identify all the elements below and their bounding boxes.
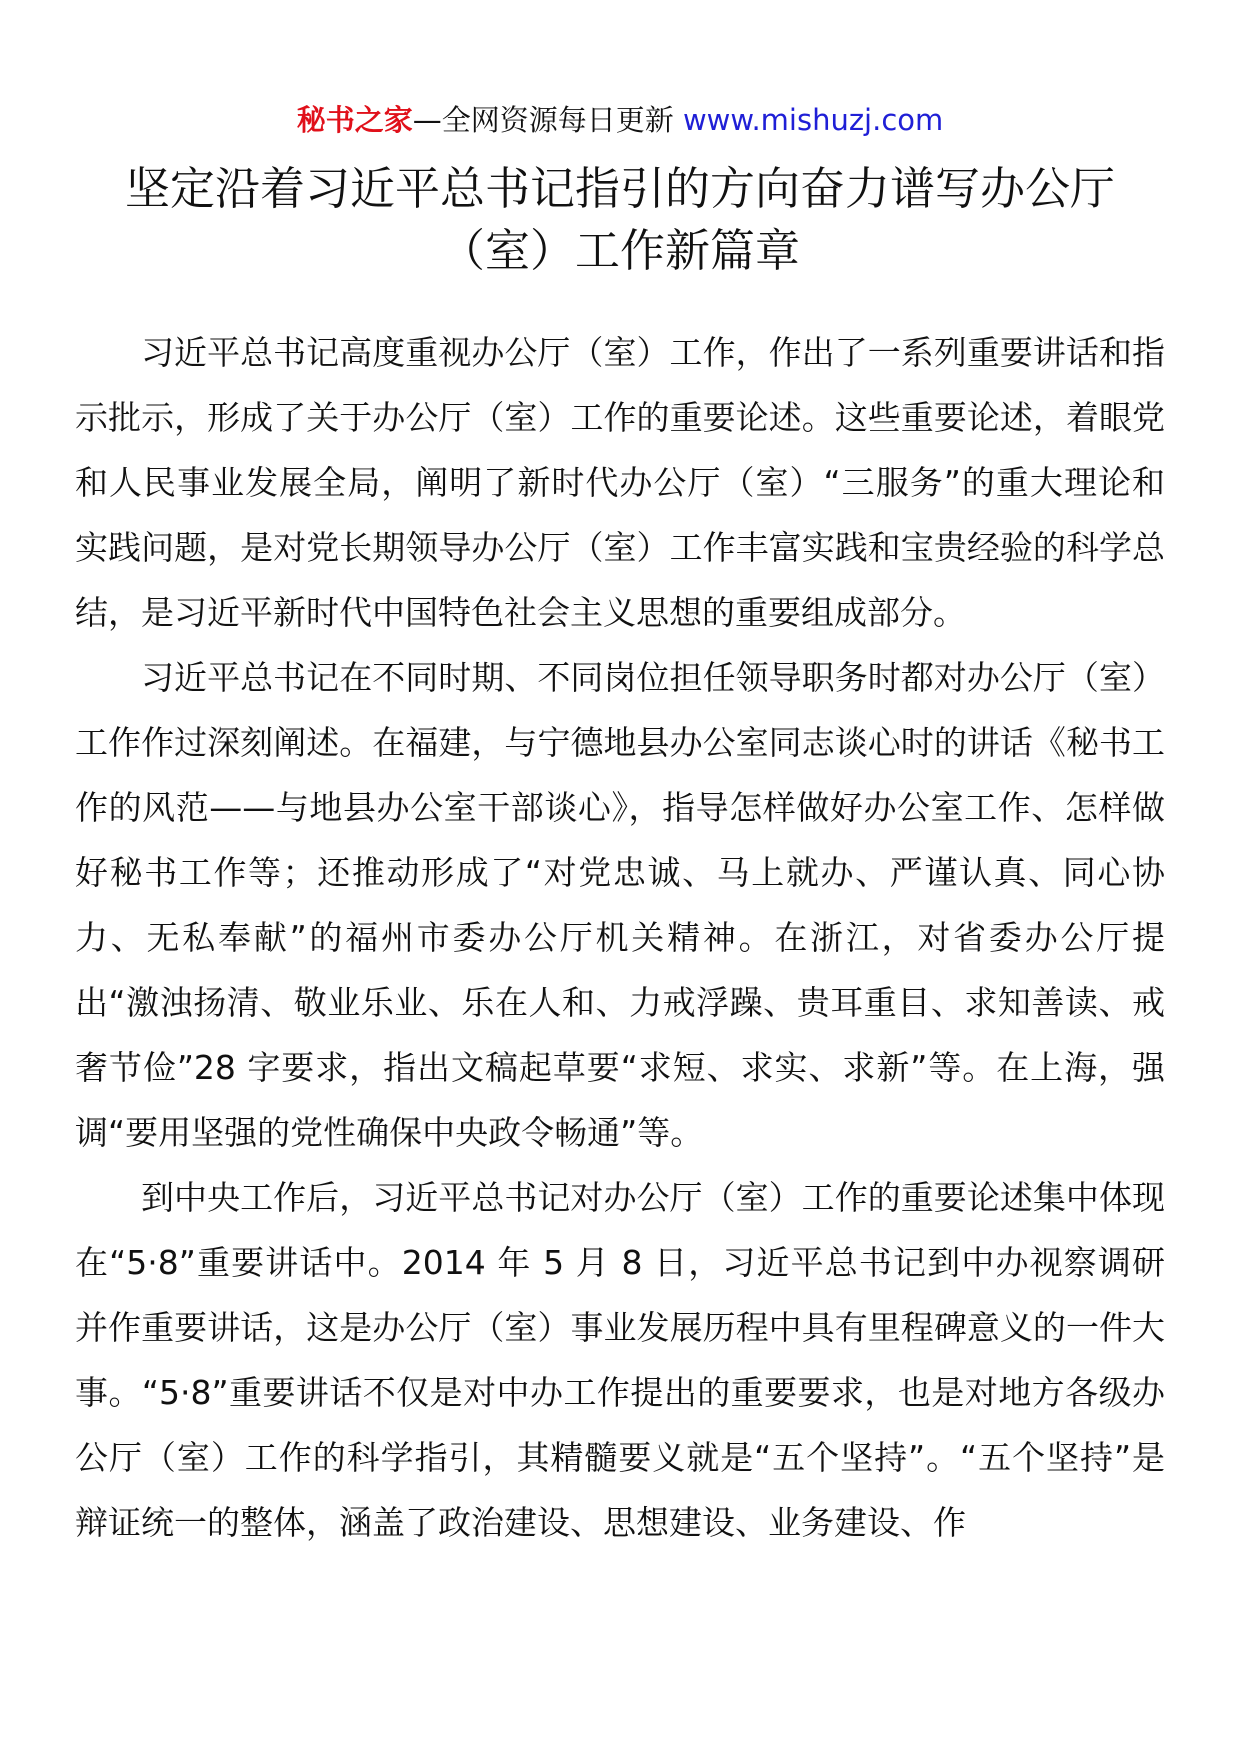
- paragraph-1: 习近平总书记高度重视办公厅（室）工作，作出了一系列重要讲话和指示批示，形成了关于办公厅（室）工作的重要论述。这些重要论述，着眼党和人民事业发展全局，阐明了新时代办公厅（室）“三服务”的重大理论和实践问题，是对党长期领导办公厅（室）工作丰富实践和宝贵经验的科学总结，是习近平新时代中国特色社会主义思想的重要组成部分。: [75, 333, 1165, 632]
- site-header: [0, 100, 1240, 140]
- site-brand: 秘书之家: [296, 103, 413, 137]
- paragraph-3: 到中央工作后，习近平总书记对办公厅（室）工作的重要论述集中体现在“5·8”重要讲话中。2014 年 5 月 8 日，习近平总书记到中办视察调研并作重要讲话，这是办公厅（室）事业发展历程中具有里程碑意义的一件大事。“5·8”重要讲话不仅是对中办工作提出的重要要求，也是对地方各级办公厅（室）工作的科学指引，其精髓要义就是“五个坚持”。“五个坚持”是辩证统一的整体，涵盖了政治建设、思想建设、业务建设、作: [75, 1178, 1165, 1542]
- site-slogan: —全网资源每日更新: [412, 103, 674, 137]
- paragraph-2: 习近平总书记在不同时期、不同岗位担任领导职务时都对办公厅（室）工作作过深刻阐述。在福建，与宁德地县办公室同志谈心时的讲话《秘书工作的风范——与地县办公室干部谈心》，指导怎样做好办公室工作、怎样做好秘书工作等；还推动形成了“对党忠诚、马上就办、严谨认真、同心协力、无私奉献”的福州市委办公厅机关精神。在浙江，对省委办公厅提出“激浊扬清、敬业乐业、乐在人和、力戒浮躁、贵耳重目、求知善读、戒奢节俭”28 字要求，指出文稿起草要“求短、求实、求新”等。在上海，强调“要用坚强的党性确保中央政令畅通”等。: [75, 658, 1165, 1152]
- document-body: [75, 320, 1165, 1555]
- title-line-1: 坚定沿着习近平总书记指引的方向奋力谱写办公厅: [124, 162, 1115, 215]
- document-title: [90, 158, 1150, 282]
- title-line-2: （室）工作新篇章: [439, 224, 800, 277]
- site-url-link[interactable]: www.mishuzj.com: [682, 103, 944, 137]
